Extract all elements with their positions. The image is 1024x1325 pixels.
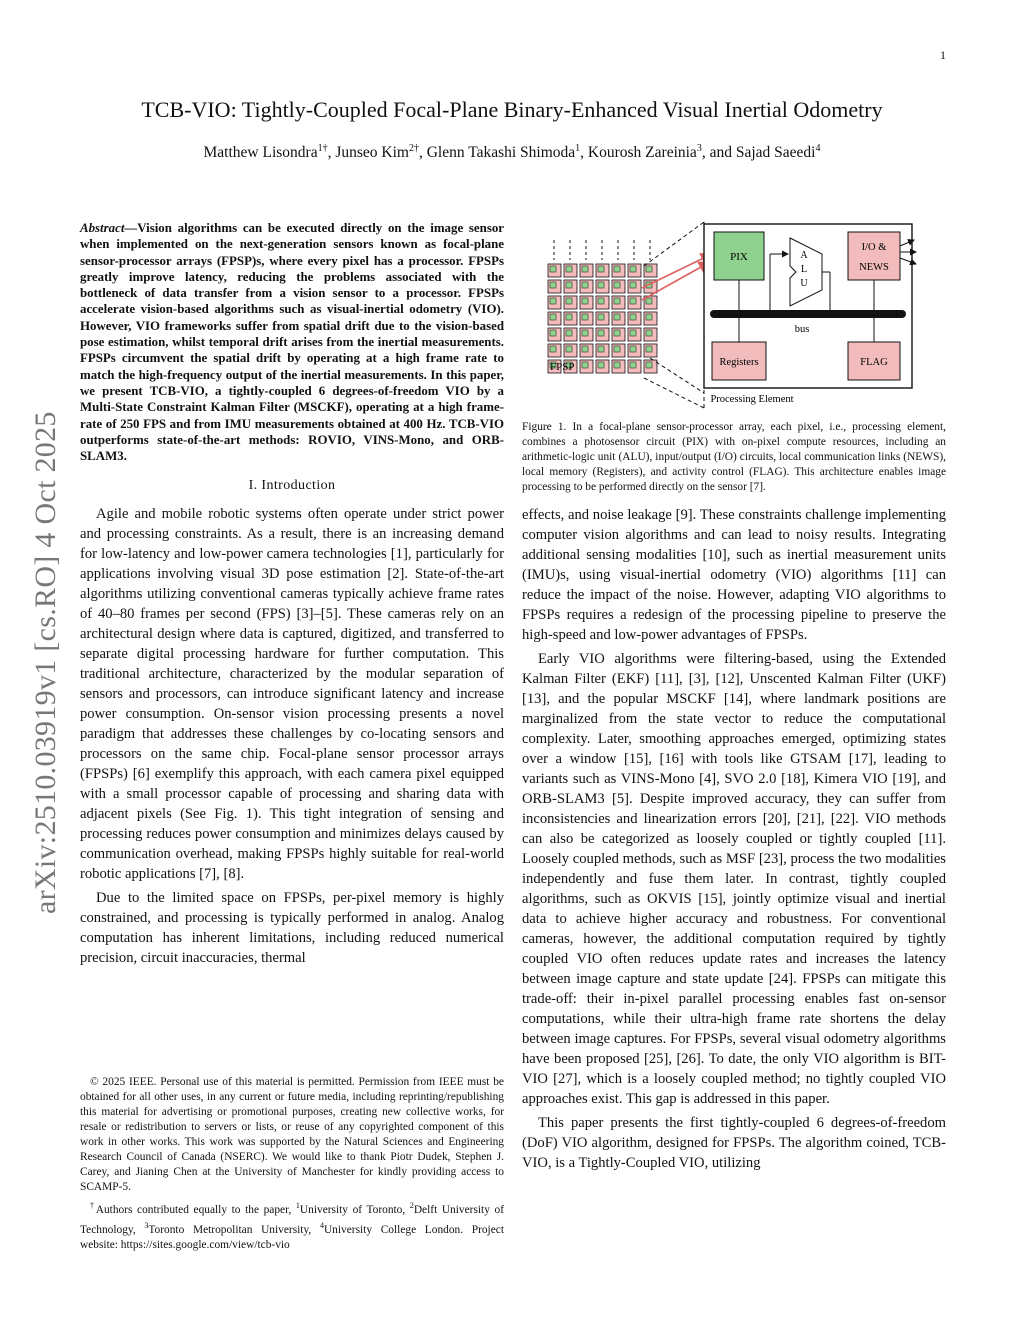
pixel-photosensor (550, 346, 556, 352)
pixel-photosensor (550, 314, 556, 320)
abstract (80, 220, 504, 464)
pixel-photosensor (646, 266, 652, 272)
pix-label: PIX (730, 251, 748, 263)
bus-label: bus (794, 324, 810, 335)
footnote-text: University College London. Project website: https://sites.google.com/view/tcb-vio (80, 1223, 504, 1251)
footnote-mark: 2 (409, 1201, 414, 1210)
light-rays (554, 240, 650, 260)
registers-label: Registers (719, 357, 759, 368)
pixel-photosensor (550, 298, 556, 304)
author-name: Sajad Saeedi (735, 144, 816, 162)
pixel-grid (548, 264, 657, 373)
zoom-line (644, 222, 704, 266)
pixel-photosensor (630, 314, 636, 320)
body-paragraph: Due to the limited space on FPSPs, per-pixel memory is highly constrained, and processing is typically performed in analog. Analog computation has inherent limitations, including reduced numerical precision, circuit inaccuracies, thermal (80, 890, 504, 967)
pixel-photosensor (550, 330, 556, 336)
body-paragraph: effects, and noise leakage [9]. These constraints challenge implementing computer vision algorithms and can lead to noisy results. Integrating additional sensing modalities [10], such as inertial measurement units (IMU)s, using visual-inertial odometry (VIO) algorithms [11] can reduce the impact of the noise. However, adapting VIO algorithms to FPSPs requires a redesign of the processing pipeline to preserve the high-speed and low-power advantages of FPSPs. (522, 507, 946, 643)
left-column (80, 220, 504, 968)
footnote-text: University of Toronto, (299, 1203, 410, 1216)
pixel-photosensor (566, 266, 572, 272)
pixel-photosensor (582, 362, 588, 368)
author-name: Kourosh Zareinia (587, 144, 697, 162)
pixel-photosensor (566, 314, 572, 320)
zoom-line (644, 378, 704, 408)
abstract-text: Vision algorithms can be executed directly on the image sensor when implemented on the next-generation sensors known as focal-plane sensor-processor arrays (FPSP)s, where every pixel has a processor. FPSPs greatly improve latency, reducing the problems associated with the bottleneck of data transfer from a vision sensor to a processor. FPSPs accelerate vision-based algorithms such as visual-inertial odometry (VIO). However, VIO frameworks suffer from spatial drift due to the vision-based pose estimation, whilst temporal drift arises from the inertial measurements. FPSPs circumvent the spatial drift by operating at a high frame rate to match the high-frequency output of the inertial measurements. In this paper, we present TCB-VIO, a tightly-coupled 6 degrees-of-freedom VIO by a Multi-State Constraint Kalman Filter (MSCKF), operating at a high frame-rate of 250 FPS and from IMU measurements obtained at 400 Hz. TCB-VIO outperforms state-of-the-art methods: ROVIO, VINS-Mono, and ORB-SLAM3. (80, 221, 504, 464)
arxiv-identifier: arXiv:2510.03919v1 [cs.RO] 4 Oct 2025 (29, 411, 62, 915)
right-column (522, 218, 946, 1173)
pixel-photosensor (614, 298, 620, 304)
author-affiliation-mark: 4 (815, 143, 821, 154)
pixel-photosensor (566, 330, 572, 336)
fpsp-label: FPSP (550, 361, 575, 373)
author-affiliation-mark: 1† (317, 143, 328, 154)
pixel-photosensor (550, 266, 556, 272)
footnotes (80, 1075, 504, 1253)
pixel-photosensor (582, 346, 588, 352)
pixel-photosensor (614, 346, 620, 352)
pixel-photosensor (614, 282, 620, 288)
bus-line (710, 310, 906, 318)
copyright-footnote: © 2025 IEEE. Personal use of this material is permitted. Permission from IEEE must be obtained for all other uses, in any current or future media, including reprinting/republishing this material for advertising or promotional purposes, creating new collective works, for resale or redistribution to servers or lists, or reuse of any copyrighted component of this work in other works. This work was supported by the Natural Sciences and Engineering Research Council of Canada (NSERC). We would like to thank Piotr Dudek, Stephen J. Carey, and Jianing Chen at the University of Manchester for kindly providing access to SCAMP-5. (80, 1076, 504, 1193)
pixel-photosensor (598, 298, 604, 304)
footnote-mark: 4 (319, 1220, 324, 1230)
alu-letter: A (800, 250, 808, 261)
pixel-photosensor (582, 330, 588, 336)
footnote-mark: † (90, 1201, 96, 1210)
pixel-photosensor (598, 314, 604, 320)
body-paragraph: Agile and mobile robotic systems often operate under strict power and processing constraints. As a result, there is an increasing demand for low-latency and low-power camera technologies [1], particularly for applications involving visual 3D pose estimation [2]. State-of-the-art algorithms utilizing conventional cameras typically achieve frame rates of 40–80 frames per second (FPS) [3]–[5]. These cameras rely on an architectural design where data is captured, digitized, and transferred to separate digital processing hardware for further computation. This traditional architecture, characterized by the modular separation of sensors and processors, can introduce significant latency and increase power consumption. On-sensor vision processing presents a novel paradigm that addresses these challenges by co-locating sensors and processors on the same chip. Focal-plane sensor processor arrays (FPSPs) [6] exemplify this approach, with each camera pixel equipped with a small processor capable of processing and sharing data with adjacent pixels (See Fig. 1). This tight integration of sensing and processing reduces power consumption and minimizes delays caused by communication overhead, making FPSPs highly suitable for real-world robotic applications [7], [8]. (80, 506, 504, 883)
abstract-label: Abstract— (80, 221, 138, 235)
pixel-photosensor (630, 346, 636, 352)
footnote-mark: 3 (144, 1220, 149, 1230)
pixel-photosensor (614, 330, 620, 336)
pixel-photosensor (614, 266, 620, 272)
author-name: Glenn Takashi Shimoda (426, 144, 576, 162)
pixel-photosensor (646, 298, 652, 304)
footnote-text: Authors contributed equally to the paper, (95, 1203, 296, 1216)
pixel-photosensor (598, 282, 604, 288)
pixel-photosensor (566, 298, 572, 304)
pixel-photosensor (582, 314, 588, 320)
body-paragraph: This paper presents the first tightly-coupled 6 degrees-of-freedom (DoF) VIO algorithm, designed for FPSPs. The algorithm coined, TCB-VIO, is a Tightly-Coupled VIO, utilizing (522, 1115, 946, 1171)
flag-label: FLAG (860, 357, 888, 368)
page-number: 1 (940, 48, 946, 62)
footnote-text: Delft University of Technology, (80, 1203, 505, 1236)
pixel-photosensor (582, 266, 588, 272)
pixel-photosensor (614, 362, 620, 368)
pixel-photosensor (630, 330, 636, 336)
pixel-photosensor (630, 362, 636, 368)
pixel-photosensor (566, 282, 572, 288)
author-list: Matthew Lisondra$^{1\dagger}$, Junseo Kim$^{2\dagger}$, Glenn Takashi Shimoda$^1$, Kourosh Zareinia$^3$, and Sajad Saeedi$^4$ (203, 143, 821, 162)
pixel-photosensor (646, 346, 652, 352)
author-name: Matthew Lisondra (203, 144, 318, 162)
processing-element-label: Processing Element (710, 394, 794, 405)
pixel-photosensor (598, 266, 604, 272)
io-label: I/O & (861, 242, 887, 253)
pixel-photosensor (630, 266, 636, 272)
footnote-text: Toronto Metropolitan University, (148, 1223, 320, 1236)
pixel-photosensor (598, 330, 604, 336)
section-heading-introduction: I. Introduction (248, 478, 336, 494)
body-paragraph: Early VIO algorithms were filtering-based, using the Extended Kalman Filter (EKF) [11], [3], [12], Unscented Kalman Filter (UKF) [13], and the popular MSCKF [14], where landmark positions are marginalized from the state vector to reduce the computational complexity. Later, smoothing approaches emerged, optimizing states over a window [15], [16] with tools like GTSAM [17], leading to variants such as VINS-Mono [4], SVO 2.0 [18], Kimera VIO [19], and ORB-SLAM3 [5]. Despite improved accuracy, they can suffer from inconsistencies and linearization errors [20], [21], [22]. VIO methods can also be categorized as loosely coupled or tightly coupled [11]. Loosely coupled methods, such as MSF [23], process the two modalities independently and fuse them later. In contrast, tightly coupled algorithms, such as OKVIS [15], jointly optimize visual and inertial data to achieve higher accuracy and robustness. For conventional cameras, however, the additional computation required by tightly coupled VIO often reduces update rates and increases the latency between image capture and state update [24]. FPSPs can mitigate this trade-off: their in-pixel parallel processing enables fast on-sensor computations, while their ultra-high frame rate shortens the delay between image captures. For FPSPs, several visual odometry algorithms have been proposed [25], [26]. To date, the only VIO algorithm is BIT-VIO [27], which is a loosely coupled method; no tightly coupled VIO approaches exist. This gap is addressed in this paper. (522, 651, 946, 1107)
zoom-line (650, 358, 704, 393)
figure-1 (522, 218, 946, 414)
author-name: Junseo Kim (335, 144, 409, 162)
pixel-photosensor (598, 362, 604, 368)
pixel-photosensor (630, 298, 636, 304)
affiliation-footnote (80, 1198, 504, 1253)
pixel-photosensor (630, 282, 636, 288)
pixel-photosensor (566, 346, 572, 352)
pixel-photosensor (582, 282, 588, 288)
pixel-photosensor (550, 282, 556, 288)
footnote-mark: 1 (295, 1201, 300, 1210)
pixel-photosensor (598, 346, 604, 352)
fpsp-architecture-diagram (522, 218, 946, 414)
pixel-photosensor (582, 298, 588, 304)
pixel-photosensor (614, 314, 620, 320)
alu-letter: L (800, 264, 808, 275)
paper-title: TCB-VIO: Tightly-Coupled Focal-Plane Binary-Enhanced Visual Inertial Odometry (141, 97, 883, 122)
author-affiliation-mark: 3 (696, 143, 702, 154)
author-affiliation-mark: 1 (575, 143, 581, 154)
author-affiliation-mark: 2† (408, 143, 419, 154)
pixel-photosensor (646, 362, 652, 368)
pixel-photosensor (646, 314, 652, 320)
alu-letter: U (800, 278, 808, 289)
news-label: NEWS (859, 262, 889, 273)
pixel-photosensor (646, 330, 652, 336)
figure-1-caption: Figure 1. In a focal-plane sensor-processor array, each pixel, i.e., processing element, combines a photosensor circuit (PIX) with on-pixel compute resources, including an arithmetic-logic unit (ALU), input/output (I/O) circuits, local communication links (NEWS), local memory (Registers), and activity control (FLAG). This architecture enables image processing to be performed directly on the sensor [7]. (522, 421, 946, 493)
